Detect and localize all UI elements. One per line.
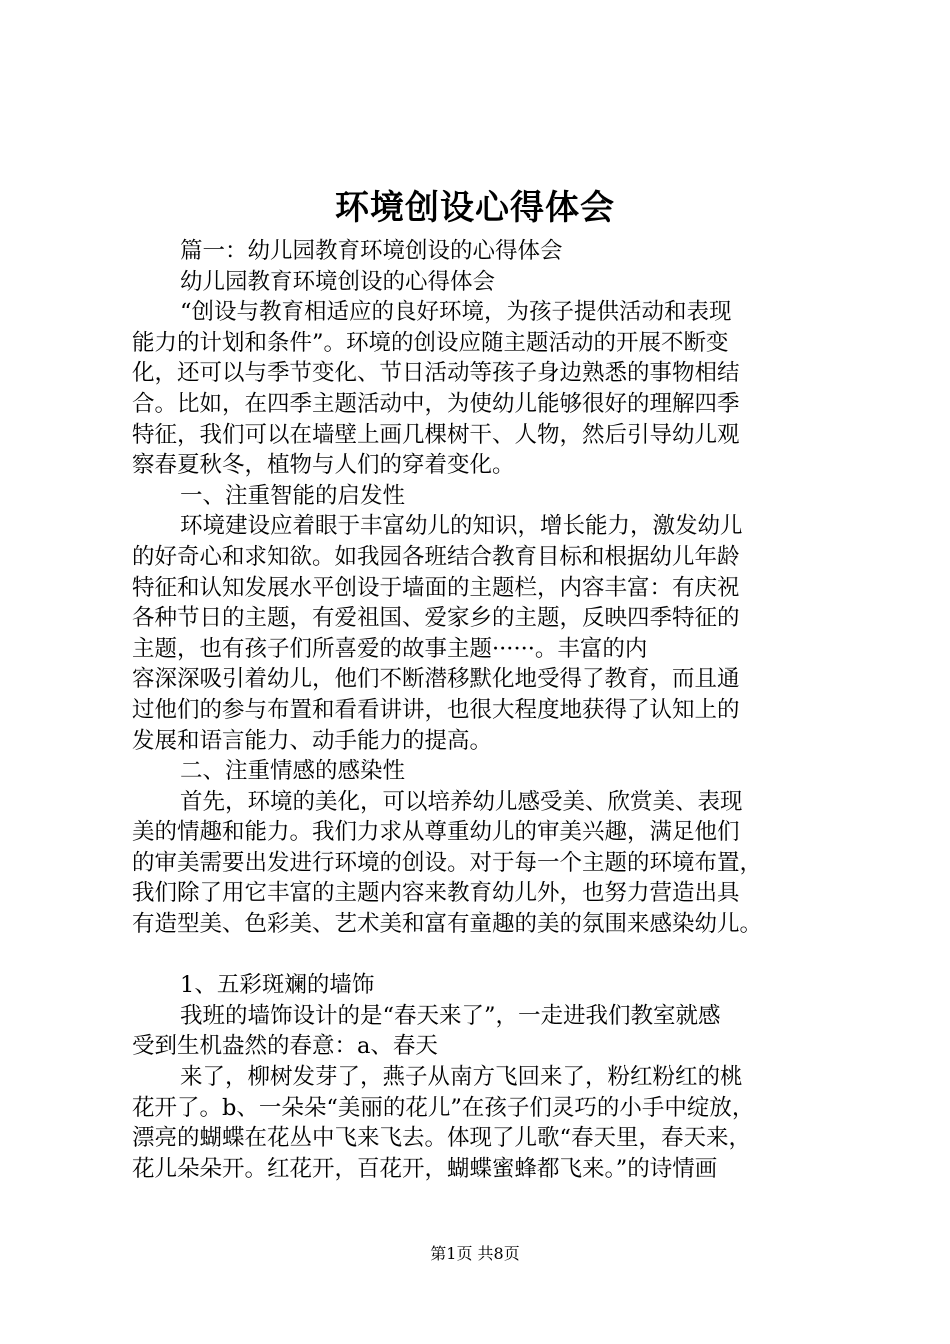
subheading: 1、五彩斑斓的墙饰 xyxy=(180,972,375,999)
paragraph-line: “创设与教育相适应的良好环境，为孩子提供活动和表现 xyxy=(180,299,732,326)
paragraph-line: 环境建设应着眼于丰富幼儿的知识，增长能力，激发幼儿 xyxy=(180,513,743,540)
paragraph-line: 漂亮的蝴蝶在花丛中飞来飞去。体现了儿歌“春天里，春天来， xyxy=(132,1125,752,1152)
paragraph-line: 的好奇心和求知欲。如我园各班结合教育目标和根据幼儿年龄 xyxy=(132,543,740,570)
paragraph-line: 化，还可以与季节变化、节日活动等孩子身边熟悉的事物相结 xyxy=(132,360,740,387)
subheading: 一、注重智能的启发性 xyxy=(180,482,406,509)
paragraph-line: 来了，柳树发芽了，燕子从南方飞回来了，粉红粉红的桃 xyxy=(180,1064,743,1091)
paragraph-line: 花儿朵朵开。红花开，百花开，蝴蝶蜜蜂都飞来。”的诗情画 xyxy=(132,1155,718,1182)
paragraph-line: 特征和认知发展水平创设于墙面的主题栏，内容丰富：有庆祝 xyxy=(132,574,740,601)
paragraph-line: 主题，也有孩子们所喜爱的故事主题······。丰富的内 xyxy=(132,635,648,662)
paragraph-line: 受到生机盎然的春意：a、春天 xyxy=(132,1033,438,1060)
page-footer: 第1页 共8页 xyxy=(430,1244,520,1263)
paragraph-line: 容深深吸引着幼儿，他们不断潜移默化地受得了教育，而且通 xyxy=(132,666,740,693)
paragraph-line: 我班的墙饰设计的是“春天来了”，一走进我们教室就感 xyxy=(180,1002,721,1029)
paragraph-line: 首先，环境的美化，可以培养幼儿感受美、欣赏美、表现 xyxy=(180,788,743,815)
paragraph-line: 能力的计划和条件”。环境的创设应随主题活动的开展不断变 xyxy=(132,329,729,356)
section-heading: 篇一：幼儿园教育环境创设的心得体会 xyxy=(180,238,563,264)
paragraph-line: 有造型美、色彩美、艺术美和富有童趣的美的氛围来感染幼儿。 xyxy=(132,911,763,938)
blank-line xyxy=(132,940,852,971)
document-body xyxy=(132,236,852,1184)
paragraph-line: 美的情趣和能力。我们力求从尊重幼儿的审美兴趣，满足他们 xyxy=(132,819,740,846)
page-title: 环境创设心得体会 xyxy=(335,188,615,228)
paragraph-line: 特征，我们可以在墙壁上画几棵树干、人物，然后引导幼儿观 xyxy=(132,421,740,448)
paragraph-line: 合。比如，在四季主题活动中，为使幼儿能够很好的理解四季 xyxy=(132,390,740,417)
paragraph-line: 各种节日的主题，有爱祖国、爱家乡的主题，反映四季特征的 xyxy=(132,605,740,632)
paragraph-line: 的审美需要出发进行环境的创设。对于每一个主题的环境布置， xyxy=(132,849,763,876)
paragraph-line: 花开了。b、一朵朵“美丽的花儿”在孩子们灵巧的小手中绽放， xyxy=(132,1094,755,1121)
paragraph-line: 过他们的参与布置和看看讲讲，也很大程度地获得了认知上的 xyxy=(132,696,740,723)
paragraph-line: 我们除了用它丰富的主题内容来教育幼儿外，也努力营造出具 xyxy=(132,880,740,907)
paragraph-line: 发展和语言能力、动手能力的提高。 xyxy=(132,727,493,754)
article-title: 幼儿园教育环境创设的心得体会 xyxy=(180,268,496,295)
paragraph-line: 察春夏秋冬，植物与人们的穿着变化。 xyxy=(132,452,515,479)
subheading: 二、注重情感的感染性 xyxy=(180,758,406,785)
